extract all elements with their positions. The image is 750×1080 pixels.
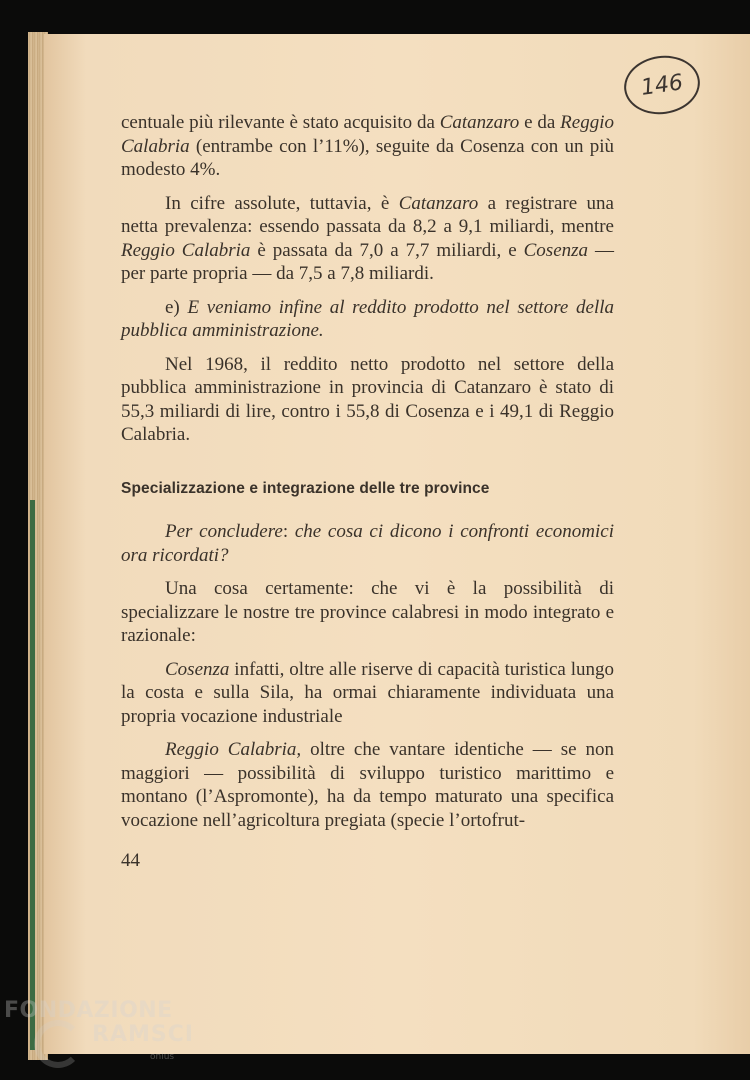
italic-run: Reggio Calabria [121,239,251,261]
page-text [121,111,614,832]
paragraph [121,192,614,286]
italic-run: Catanzaro [398,192,479,214]
paragraph [121,111,614,182]
archive-stamp [620,51,703,119]
stamp-number: 146 [639,69,685,101]
page-number: 44 [121,850,140,871]
paragraph [121,296,614,343]
watermark-line1: FONDAZIONE [4,998,173,1023]
text-run: In cifre assolute, tuttavia, è [165,192,399,214]
text-run: e da [519,112,561,133]
italic-run: Catanzaro [439,112,520,133]
green-cover-edge [30,500,35,1050]
paragraph [121,520,614,567]
text-run: centuale più rilevante è stato acquisito da [121,112,440,133]
italic-run: E veniamo infine al reddito prodotto nel settore della pubblica amministrazione. [121,296,614,341]
text-run: è passata da 7,0 a 7,7 miliardi, e [250,239,524,261]
italic-run: Cosenza [523,239,589,261]
paragraph [121,577,614,648]
italic-run: Reggio Calabria [121,112,614,157]
text-run: e) [165,296,188,318]
text-run: : [282,521,295,542]
italic-run: Per concludere [165,521,283,542]
text-run: oltre che vantare identiche — se non maggiori — possibilità di sviluppo turistico marittimo e montano (l’Aspromonte), ha da tempo maturato una specifica vocazione nell’agricoltura pregiata (specie l’ortofrut- [121,739,614,831]
watermark-small: onlus [150,1052,175,1062]
watermark-logo-icon [34,1020,82,1068]
text-run: a registrare una netta prevalenza: essendo passata da 8,2 a 9,1 miliardi, mentre [121,192,614,237]
text-run: Nel 1968, il reddito netto prodotto nel settore della pubblica amministrazione in provincia di Catanzaro è stato di 55,3 miliardi di lire, contro i 55,8 di Cosenza e i 49,1 di Reggio Calabria. [121,353,614,445]
italic-run: Reggio Calabria, [165,739,302,760]
text-run: infatti, oltre alle riserve di capacità turistica lungo la costa e sulla Sila, ha ormai chiaramente individuata una propria vocazione industriale [121,658,614,727]
paragraph [121,738,614,832]
text-run: Una cosa certamente: che vi è la possibilità di specializzare le nostre tre province calabresi in modo integrato e razionale: [121,578,614,646]
watermark-line2: RAMSCI [92,1022,195,1047]
text-run: — per parte propria — da 7,5 a 7,8 miliardi. [121,239,614,284]
paragraph [121,658,614,729]
italic-run: Cosenza [165,658,230,680]
text-run: (entrambe con l’11%), seguite da Cosenza con un più modesto 4%. [121,135,614,180]
paragraph [121,353,614,447]
italic-run: che cosa ci dicono i confronti economici ora ricordati? [121,521,614,566]
section-heading: Specializzazione e integrazione delle tre province [121,479,490,497]
